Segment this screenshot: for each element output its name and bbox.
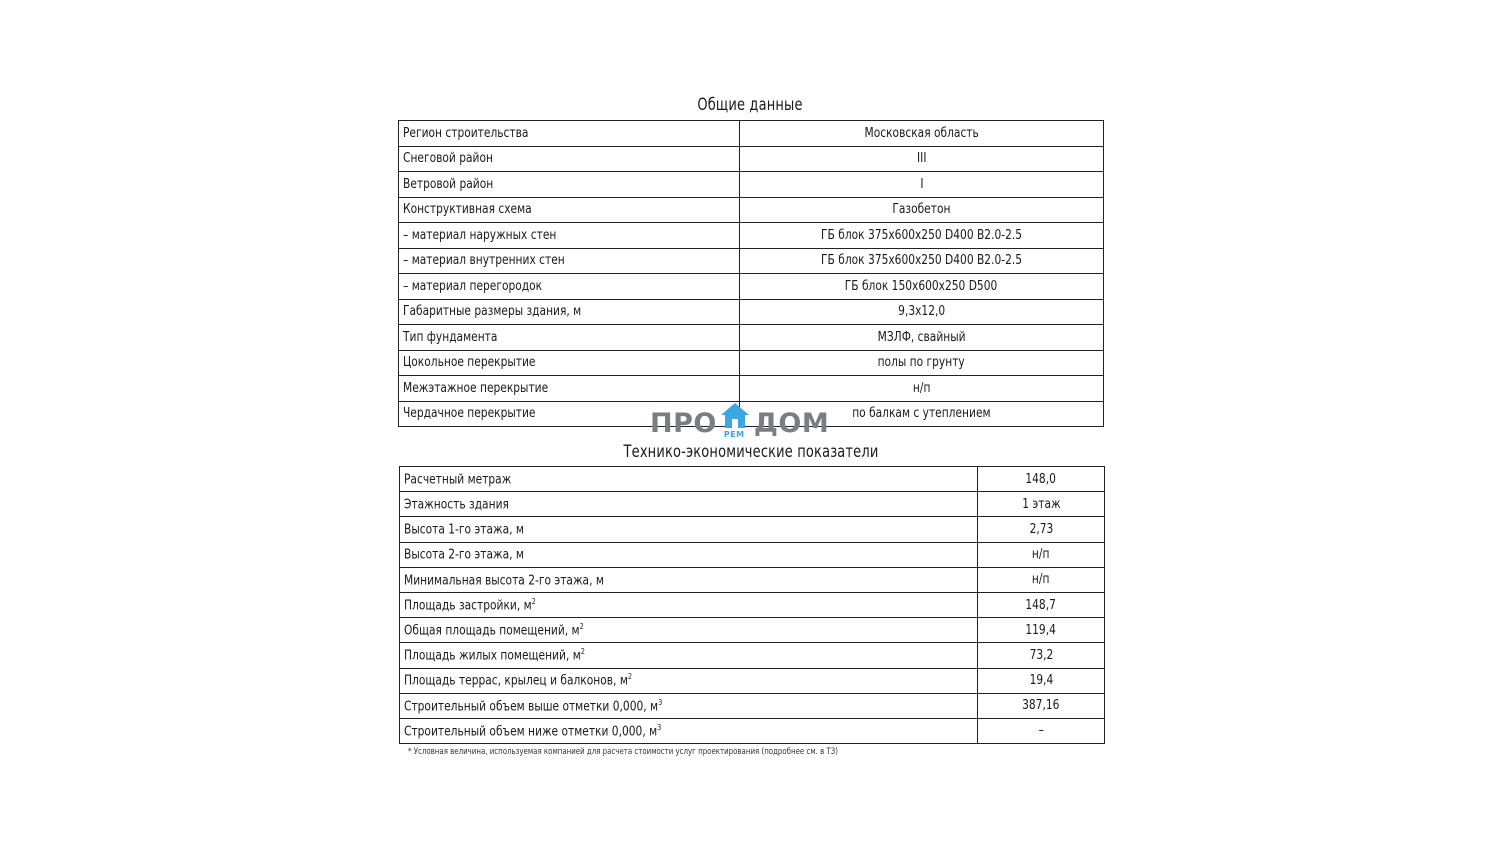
row-value: 2,73 [978,517,1105,542]
tep-table [399,466,1105,744]
row-value: МЗЛФ, свайный [740,325,1104,351]
row-label: Конструктивная схема [399,197,740,223]
row-label: Регион строительства [399,121,740,147]
row-label: – материал внутренних стен [399,248,740,274]
table-row [400,467,1105,492]
table-row [399,299,1104,325]
table-row [399,121,1104,147]
table-row [399,146,1104,172]
row-value: Газобетон [740,197,1104,223]
tep-title: Технико-экономические показатели [623,442,879,462]
row-label: Строительный объем ниже отметки 0,000, $м^3$ [400,718,978,743]
table-row [399,274,1104,300]
row-value: по балкам с утеплением [740,401,1104,427]
row-label: Общая площадь помещений, $м^2$ [400,618,978,643]
row-value: 1 этаж [978,492,1105,517]
row-label: Площадь террас, крылец и балконов, $м^2$ [400,668,978,693]
footnote: * Условная величина, используемая компанией для расчета стоимости услуг проектирования (подробнее см. в ТЗ) [408,747,838,757]
row-label: Минимальная высота 2-го этажа, м [400,567,978,592]
house-icon [720,402,750,439]
row-label: Цокольное перекрытие [399,350,740,376]
general-data-table [398,120,1104,427]
row-value: н/п [978,542,1105,567]
table-row [400,492,1105,517]
table-row [400,517,1105,542]
row-label: Снеговой район [399,146,740,172]
row-value: н/п [978,567,1105,592]
row-label: Ветровой район [399,172,740,198]
row-label: Высота 1-го этажа, м [400,517,978,542]
row-label: Площадь застройки, $м^2$ [400,592,978,617]
table-row [400,643,1105,668]
table-row [399,350,1104,376]
table-row [400,618,1105,643]
row-label: – материал наружных стен [399,223,740,249]
row-value: 19,4 [978,668,1105,693]
table-row [399,172,1104,198]
row-label: Площадь жилых помещений, $м^2$ [400,643,978,668]
row-value: ГБ блок 375x600x250 D400 B2.0-2.5 [740,248,1104,274]
general-data-title: Общие данные [697,95,803,115]
row-value: – [978,718,1105,743]
row-label: Строительный объем выше отметки 0,000, $м^3$ [400,693,978,718]
row-value: н/п [740,376,1104,402]
row-label: Расчетный метраж [400,467,978,492]
row-label: – материал перегородок [399,274,740,300]
logo-word-left: ПРО [650,408,717,439]
row-value: 148,0 [978,467,1105,492]
row-label: Высота 2-го этажа, м [400,542,978,567]
table-row [399,376,1104,402]
table-row [400,542,1105,567]
row-label: Этажность здания [400,492,978,517]
row-value: 9,3x12,0 [740,299,1104,325]
row-label: Межэтажное перекрытие [399,376,740,402]
row-value: ГБ блок 375x600x250 D400 B2.0-2.5 [740,223,1104,249]
company-logo [650,402,829,444]
row-label: Тип фундамента [399,325,740,351]
logo-sub: РЕМ [723,430,745,439]
row-value: 73,2 [978,643,1105,668]
row-label: Чердачное перекрытие [399,401,740,427]
table-row [399,223,1104,249]
row-value: 387,16 [978,693,1105,718]
row-value: I [740,172,1104,198]
row-value: 119,4 [978,618,1105,643]
row-value: ГБ блок 150x600x250 D500 [740,274,1104,300]
table-row [400,693,1105,718]
table-row [399,325,1104,351]
table-row [400,567,1105,592]
table-row [399,248,1104,274]
logo-word-right: ДОМ [753,408,830,439]
row-label: Габаритные размеры здания, м [399,299,740,325]
table-row [399,197,1104,223]
table-row [400,668,1105,693]
table-row [400,592,1105,617]
row-value: III [740,146,1104,172]
row-value: полы по грунту [740,350,1104,376]
row-value: Московская область [740,121,1104,147]
row-value: 148,7 [978,592,1105,617]
table-row [400,718,1105,743]
